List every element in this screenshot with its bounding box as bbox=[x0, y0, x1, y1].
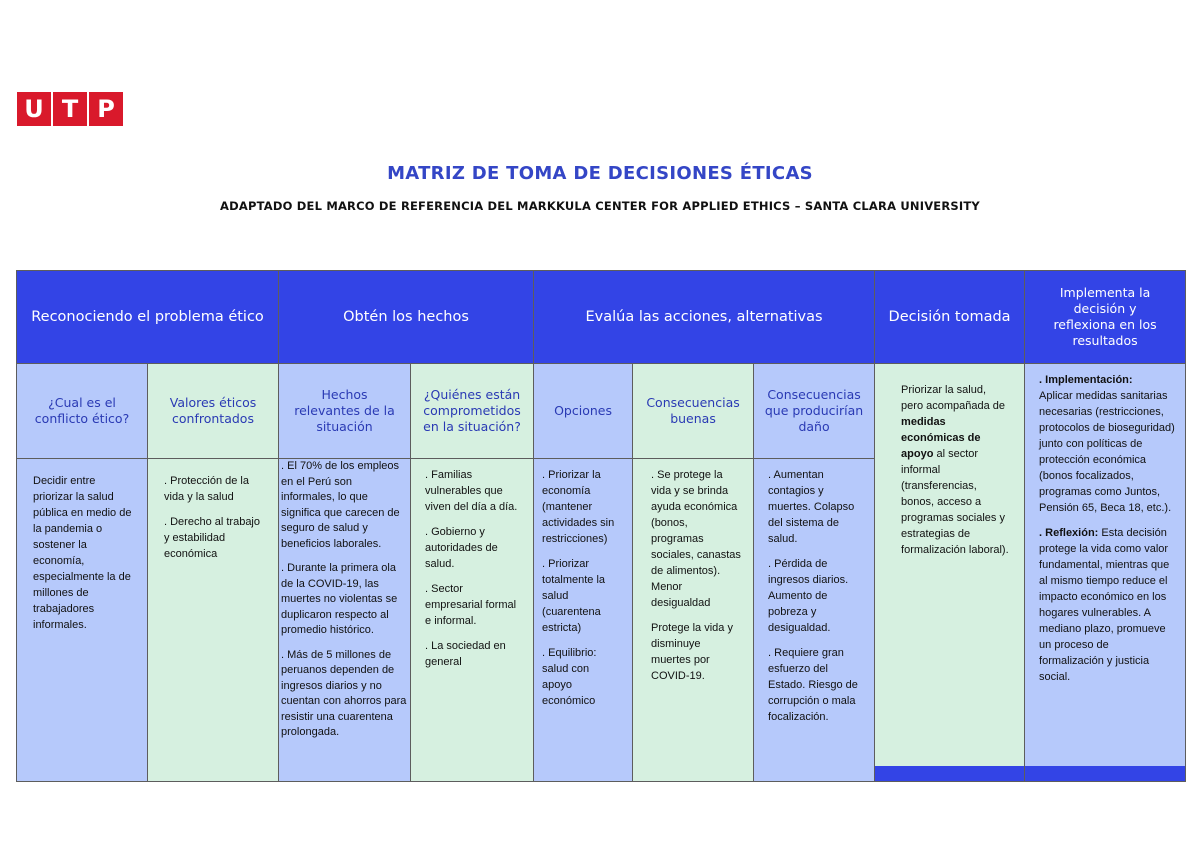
header-row bbox=[17, 271, 1186, 364]
cell-conflicto bbox=[17, 459, 148, 782]
comprometidos-item: . Familias vulnerables que viven del día a día. bbox=[425, 469, 518, 513]
valores-item: . Derecho al trabajo y estabilidad económica bbox=[164, 516, 260, 560]
hechos-item: . El 70% de los empleos en el Perú son informales, lo que significa que carecen de seguro de salud y beneficios laborales. bbox=[281, 460, 400, 550]
header-hechos: Obtén los hechos bbox=[279, 271, 534, 364]
subheader-hechos: Hechos relevantes de la situación bbox=[279, 364, 411, 459]
header-evalua: Evalúa las acciones, alternativas bbox=[534, 271, 875, 364]
subheader-buenas: Consecuencias buenas bbox=[633, 364, 754, 459]
cell-danio bbox=[754, 459, 875, 782]
header-decision bbox=[875, 271, 1025, 782]
comprometidos-item: . La sociedad en general bbox=[425, 640, 506, 668]
logo-letter-u: U bbox=[17, 92, 51, 126]
cell-decision bbox=[875, 363, 1024, 766]
logo-letter-p: P bbox=[89, 92, 123, 126]
hechos-item: . Más de 5 millones de peruanos dependen de ingresos diarios y no cuentan con ahorros para resistir una cuarentena prolongada. bbox=[281, 648, 407, 738]
subheader-comprometidos: ¿Quiénes están comprometidos en la situación? bbox=[411, 364, 534, 459]
buenas-item: Protege la vida y disminuye muertes por COVID-19. bbox=[651, 622, 733, 682]
cell-hechos bbox=[279, 459, 411, 782]
header-decision-label: Decisión tomada bbox=[875, 271, 1024, 363]
opciones-item: . Priorizar la economía (mantener actividades sin restricciones) bbox=[542, 469, 615, 545]
decision-text-bold: medidas económicas de apoyo bbox=[901, 416, 981, 460]
cell-valores bbox=[148, 459, 279, 782]
subheader-valores: Valores éticos confrontados bbox=[148, 364, 279, 459]
opciones-item: . Equilibrio: salud con apoyo económico bbox=[542, 647, 597, 707]
refl-block bbox=[1039, 525, 1175, 685]
decision-text-before: Priorizar la salud, pero acompañada de bbox=[901, 384, 1006, 412]
subheader-danio: Consecuencias que producirían daño bbox=[754, 364, 875, 459]
subheader-conflicto: ¿Cual es el conflicto ético? bbox=[17, 364, 148, 459]
header-implementa-label: Implementa la decisión y reflexiona en los resultados bbox=[1025, 271, 1185, 363]
valores-item: . Protección de la vida y la salud bbox=[164, 475, 249, 503]
conflicto-text: Decidir entre priorizar la salud pública en medio de la pandemia o sostener la economía, especialmente la de millones de trabajadores informales. bbox=[33, 475, 132, 631]
opciones-item: . Priorizar totalmente la salud (cuarentena estricta) bbox=[542, 558, 606, 634]
utp-logo bbox=[17, 92, 123, 126]
danio-item: . Aumentan contagios y muertes. Colapso del sistema de salud. bbox=[768, 469, 855, 545]
cell-opciones bbox=[534, 459, 633, 782]
danio-item: . Pérdida de ingresos diarios. Aumento de pobreza y desigualdad. bbox=[768, 558, 849, 634]
buenas-item: . Se protege la vida y se brinda ayuda económica (bonos, programas sociales, canastas de alimentos). Menor desigualdad bbox=[651, 469, 741, 609]
subheader-opciones: Opciones bbox=[534, 364, 633, 459]
comprometidos-item: . Gobierno y autoridades de salud. bbox=[425, 526, 498, 570]
header-implementa bbox=[1025, 271, 1186, 782]
cell-implementa bbox=[1025, 363, 1185, 766]
page-subtitle: ADAPTADO DEL MARCO DE REFERENCIA DEL MARKKULA CENTER FOR APPLIED ETHICS – SANTA CLARA UNIVERSITY bbox=[220, 199, 980, 213]
impl-block bbox=[1039, 372, 1175, 516]
cell-buenas bbox=[633, 459, 754, 782]
impl-text: Aplicar medidas sanitarias necesarias (restricciones, protocolos de bioseguridad) junto con políticas de protección económica (bonos focalizados, programas como Juntos, Pensión 65, Beca 18, etc.). bbox=[1039, 390, 1175, 514]
decision-text-after: al sector informal (transferencias, bonos, acceso a programas sociales y estrategias de formalización laboral). bbox=[901, 448, 1009, 556]
refl-text: Esta decisión protege la vida como valor fundamental, mientras que al mismo tiempo reduce el impacto económico en los hogares vulnerables. A mediano plazo, promueve un proceso de formalización y justicia social. bbox=[1039, 527, 1170, 683]
comprometidos-item: . Sector empresarial formal e informal. bbox=[425, 583, 517, 627]
impl-label: . Implementación: bbox=[1039, 374, 1133, 386]
page-title: MATRIZ DE TOMA DE DECISIONES ÉTICAS bbox=[387, 163, 813, 184]
refl-label: . Reflexión: bbox=[1039, 527, 1099, 539]
logo-letter-t: T bbox=[53, 92, 87, 126]
header-reconociendo: Reconociendo el problema ético bbox=[17, 271, 279, 364]
cell-comprometidos bbox=[411, 459, 534, 782]
hechos-item: . Durante la primera ola de la COVID-19, las muertes no violentas se duplicaron respecto al promedio histórico. bbox=[281, 562, 398, 636]
ethics-matrix-table bbox=[16, 270, 1186, 782]
danio-item: . Requiere gran esfuerzo del Estado. Riesgo de corrupción o mala focalización. bbox=[768, 647, 858, 723]
